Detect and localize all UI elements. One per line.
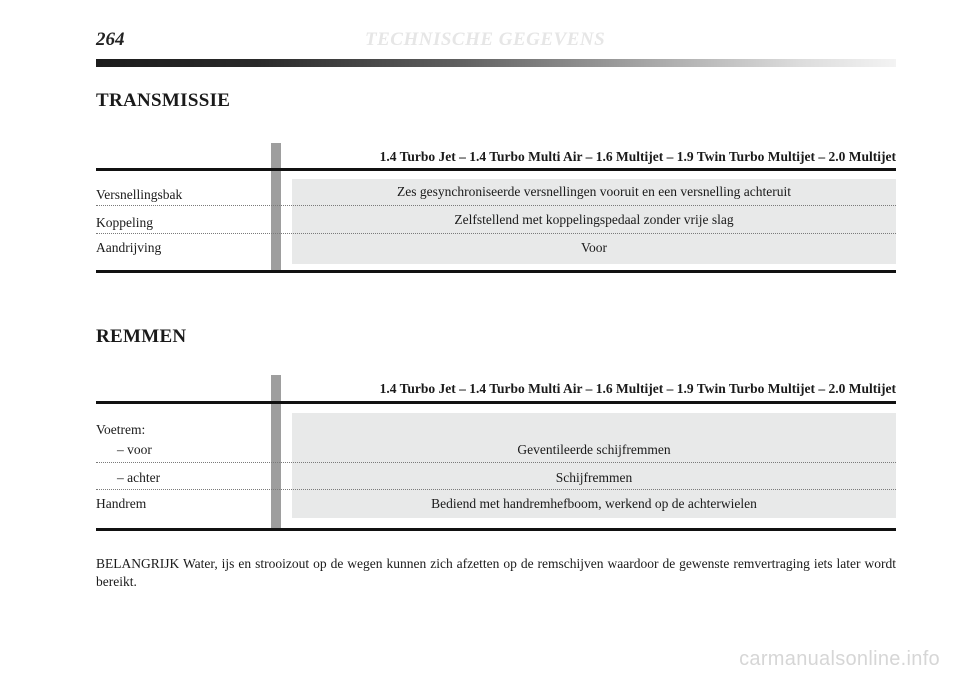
row-value-clutch: Zelfstellend met koppelingspedaal zonder vrije slag [454,212,734,227]
row-label-drive: Aandrijving [96,240,162,255]
table-bottom-rule [96,528,896,531]
row-divider [96,233,896,234]
row-value-rear: Schijfremmen [555,470,633,485]
table-top-rule [96,401,896,404]
watermark: carmanualsonline.info [739,648,940,670]
row-label-front: – voor [117,442,152,457]
brakes-table [96,375,896,533]
row-label-clutch: Koppeling [96,215,153,230]
transmission-title: TRANSMISSIE [96,90,231,111]
row-divider [96,205,896,206]
row-value-handbrake: Bediend met handremhefboom, werkend op de achterwielen [431,496,757,511]
brakes-column-header: 1.4 Turbo Jet – 1.4 Turbo Multi Air – 1.6 Multijet – 1.9 Twin Turbo Multijet – 2.0 Multijet [379,381,896,396]
row-value-drive: Voor [580,240,607,255]
chapter-title: TECHNISCHE GEGEVENS [365,29,606,50]
table-bottom-rule [96,270,896,273]
transmission-table [96,143,896,275]
row-label-gearbox: Versnellingsbak [96,187,183,202]
row-value-gearbox: Zes gesynchroniseerde versnellingen vooruit en een versnelling achteruit [397,184,791,199]
important-note: BELANGRIJK Water, ijs en strooizout op de wegen kunnen zich afzetten op de remschijven waardoor de gewenste remvertraging iets later wordt bereikt. [96,556,896,589]
brakes-title: REMMEN [96,326,187,347]
transmission-column-header: 1.4 Turbo Jet – 1.4 Turbo Multi Air – 1.6 Multijet – 1.9 Twin Turbo Multijet – 2.0 Multijet [379,149,896,164]
row-label-handbrake: Handrem [96,496,147,511]
row-value-front: Geventileerde schijfremmen [517,442,671,457]
header-rule [96,59,896,67]
table-top-rule [96,168,896,171]
column-divider [271,143,281,270]
row-divider [96,489,896,490]
page-number: 264 [96,29,125,50]
row-label-footbrake: Voetrem: [96,422,146,437]
column-divider [271,375,281,528]
row-label-rear: – achter [117,470,161,485]
row-divider [96,462,896,463]
